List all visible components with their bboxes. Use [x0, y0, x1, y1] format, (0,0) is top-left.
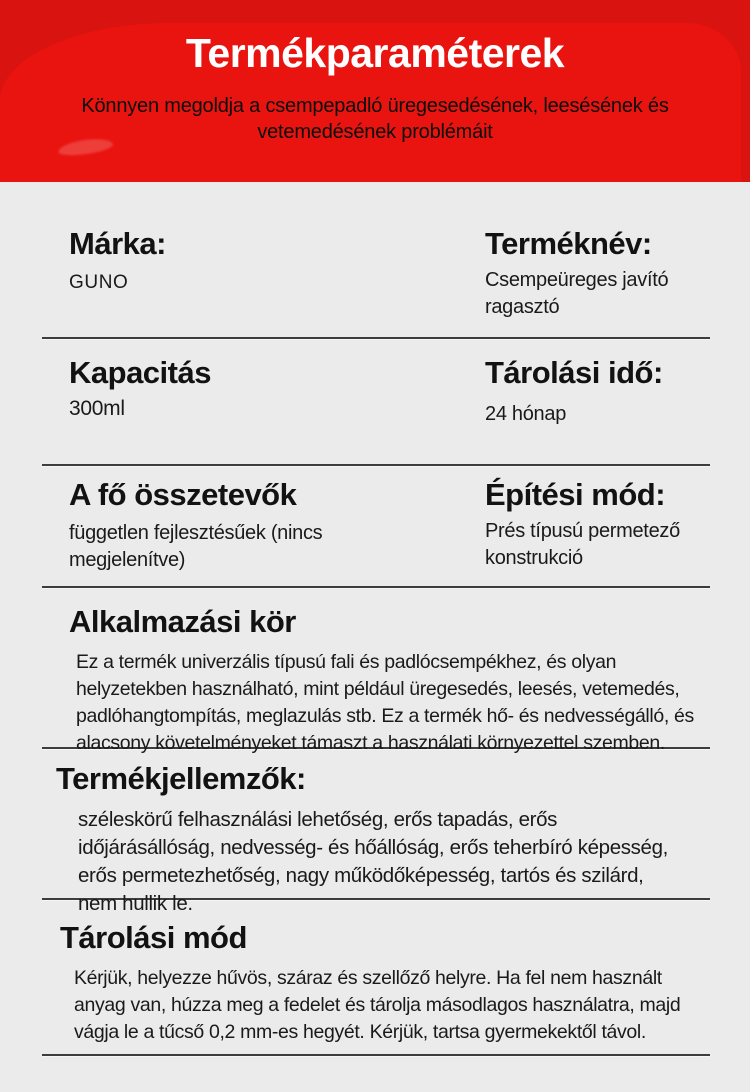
capacity-value: 300ml	[69, 397, 125, 420]
storage-method-heading: Tárolási mód	[60, 920, 247, 955]
capacity-label: Kapacitás	[69, 355, 211, 390]
application-scope-body: Ez a termék univerzális típusú fali és padlócsempékhez, és olyan helyzetekben használható, mint például üregesedés, leesés, vetemedés, padlóhangtompítás, meglazulás stb. Ez a termék hő- és nedvességálló, és alacsony követelményeket támaszt a használati környezettel szemben.	[76, 651, 694, 754]
page-subtitle: Könnyen megoldja a csempepadló üregesedésének, leesésének és vetemedésének problémáit	[81, 95, 669, 143]
brand-value: GUNO	[69, 272, 129, 293]
storage-time-label: Tárolási idő:	[485, 355, 663, 390]
section-storage-method	[0, 900, 750, 1054]
spec-cell-product-name	[483, 226, 750, 337]
page-title: Termékparaméterek	[185, 30, 565, 76]
section-product-features	[0, 749, 750, 915]
product-features-heading: Termékjellemzők:	[56, 761, 306, 796]
construction-method-label: Építési mód:	[485, 477, 666, 512]
spec-row-brand-productname	[0, 182, 750, 337]
spec-cell-construction-method	[483, 477, 750, 586]
section-application-scope	[0, 588, 750, 754]
main-ingredients-value: független fejlesztésűek (nincs megjelenítve)	[69, 522, 323, 571]
spec-cell-capacity	[0, 355, 483, 464]
spec-row-ingredients-method	[0, 466, 750, 586]
brand-label: Márka:	[69, 226, 166, 261]
storage-time-value: 24 hónap	[485, 403, 567, 425]
product-name-value: Csempeüreges javító ragasztó	[485, 269, 669, 318]
product-name-label: Terméknév:	[485, 226, 652, 261]
spec-row-capacity-storagetime	[0, 339, 750, 464]
spec-cell-brand	[0, 226, 483, 337]
spec-cell-storage-time	[483, 355, 750, 464]
construction-method-value: Prés típusú permetező konstrukció	[485, 520, 680, 569]
storage-method-body: Kérjük, helyezze hűvös, száraz és szellőző helyre. Ha fel nem használt anyag van, húzza meg a fedelet és tárolja másodlagos használatra, majd vágja le a tűcső 0,2 mm-es hegyét. Kérjük, tartsa gyermekektől távol.	[74, 967, 681, 1043]
spec-cell-main-ingredients	[0, 477, 483, 586]
product-features-body: széleskörű felhasználási lehetőség, erős tapadás, erős időjárásállóság, nedvesség- és hőállóság, erős teherbíró képesség, erős permetezhetőség, nagy működőképesség, tartós és szilárd, nem hullik le.	[78, 808, 668, 915]
header-content	[0, 0, 750, 145]
divider	[42, 1054, 710, 1056]
header-banner	[0, 0, 750, 182]
main-ingredients-label: A fő összetevők	[69, 477, 297, 512]
application-scope-heading: Alkalmazási kör	[69, 604, 296, 639]
